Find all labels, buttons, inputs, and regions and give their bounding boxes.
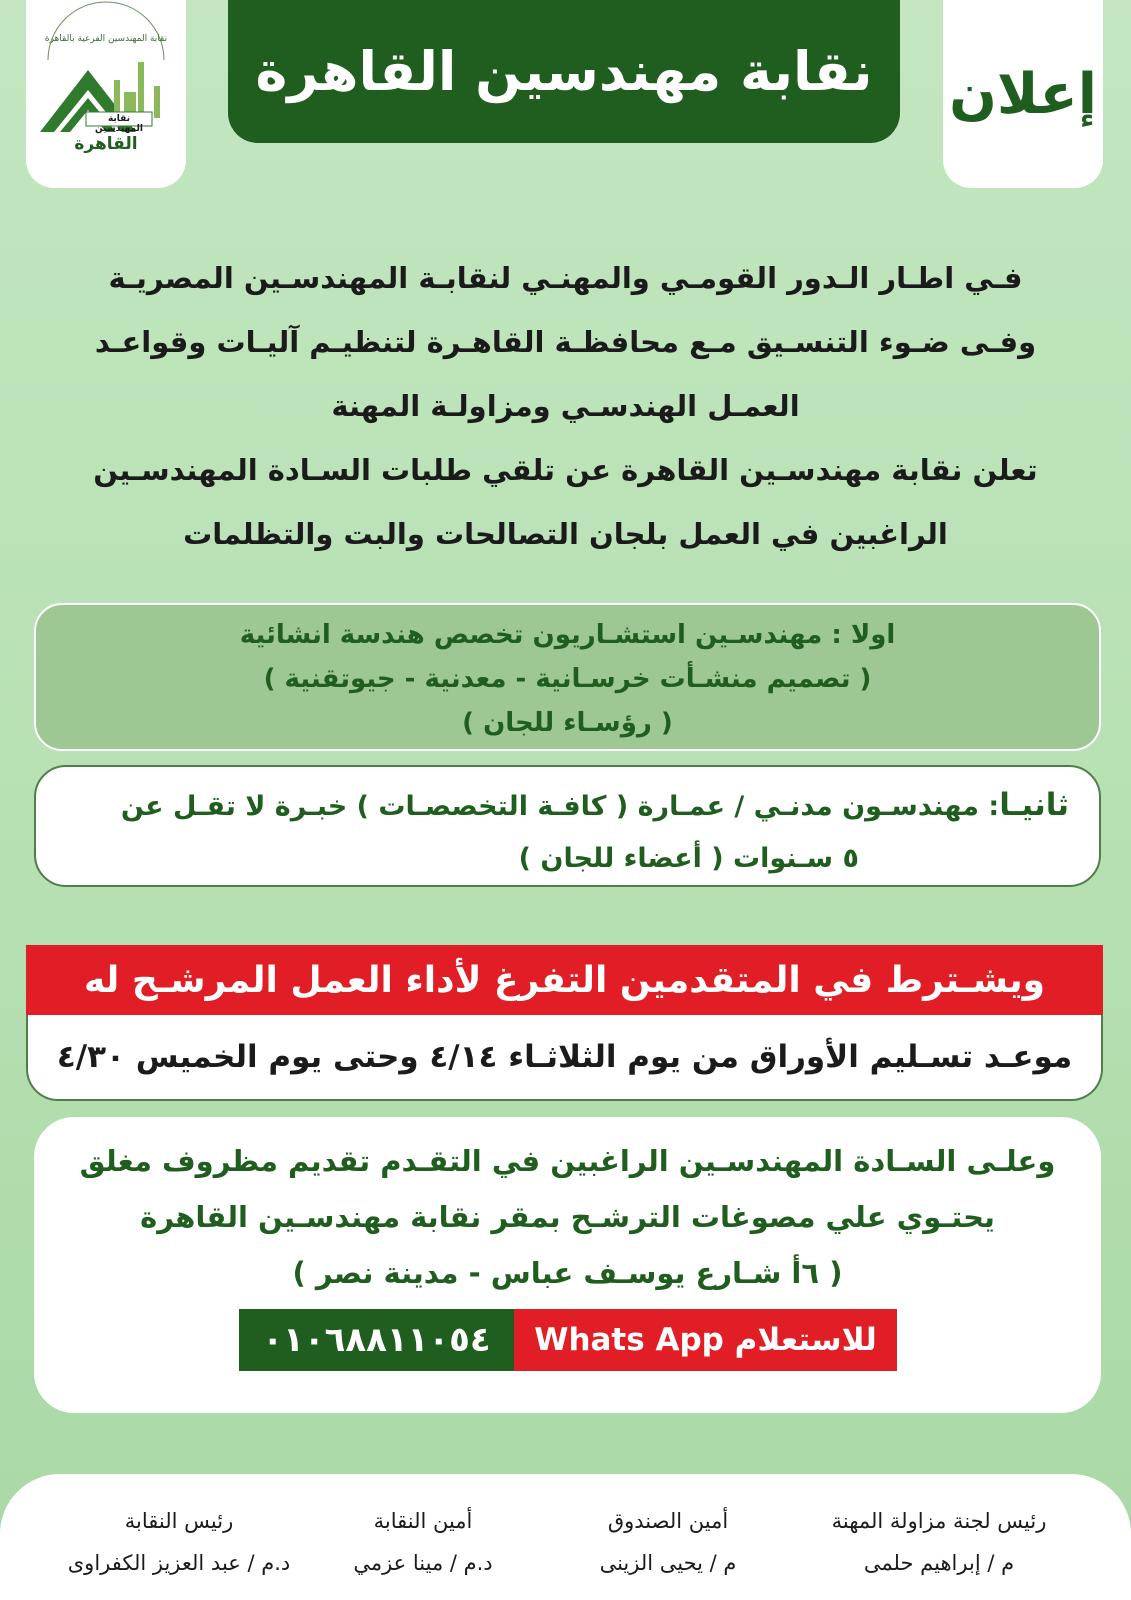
second-category-box bbox=[34, 765, 1101, 887]
second-category-line1 bbox=[66, 779, 1069, 833]
signature-block bbox=[548, 1500, 788, 1584]
contact-bar bbox=[239, 1309, 897, 1371]
page-title: نقابة مهندسين القاهرة bbox=[228, 0, 900, 143]
signature-block bbox=[819, 1500, 1059, 1584]
contact-label: للاستعلام Whats App bbox=[514, 1309, 897, 1371]
logo bbox=[26, 0, 186, 188]
intro-line: فـي اطـار الـدور القومـي والمهنـي لنقابـة المهندسـين المصريـة bbox=[108, 261, 1023, 295]
apply-address: ( ٦أ شـارع يوسـف عباس - مدينة نصر ) bbox=[292, 1256, 843, 1290]
intro-line: وفـى ضـوء التنسـيق مـع محافظـة القاهـرة لتنظيـم آليـات وقواعـد bbox=[94, 325, 1037, 359]
signature-block bbox=[59, 1500, 299, 1584]
intro-line: العمـل الهندسـي ومزاولـة المهنة bbox=[331, 389, 800, 423]
signature-title: رئيس النقابة bbox=[124, 1509, 234, 1533]
signature-name: د.م / عبد العزيز الكفراوى bbox=[67, 1551, 291, 1575]
second-category-line2: ٥ سـنوات ( أعضاء للجان ) bbox=[518, 843, 859, 874]
first-category-role: ( رؤسـاء للجان ) bbox=[462, 708, 673, 738]
signature-block bbox=[303, 1500, 543, 1584]
intro-line: تعلن نقابة مهندسـين القاهرة عن تلقي طلبات السـادة المهندسـين bbox=[93, 453, 1038, 487]
signature-name: د.م / مينا عزمي bbox=[353, 1551, 493, 1575]
announcement-label: إعلان bbox=[943, 0, 1103, 188]
logo-subtitle: نقابة المهندسين bbox=[95, 114, 143, 134]
apply-line: يحتـوي علي مصوغات الترشـح بمقر نقابة مهندسـين القاهرة bbox=[140, 1200, 995, 1234]
first-category-box bbox=[34, 603, 1101, 751]
first-category-specialties: ( تصميم منشـأت خرسـانية - معدنية - جيوتقنية ) bbox=[263, 664, 872, 694]
signature-name: م / إبراهيم حلمى bbox=[863, 1551, 1015, 1575]
syndicate-logo-icon bbox=[26, 0, 186, 188]
delivery-date: موعـد تسـليم الأوراق من يوم الثلاثـاء ٤/١٤ وحتى يوم الخميس ٤/٣٠ bbox=[26, 1015, 1103, 1101]
intro-paragraph bbox=[30, 246, 1101, 566]
whatsapp-number[interactable]: ٠١٠٦٨٨١١٠٥٤ bbox=[239, 1309, 514, 1371]
first-category-title: اولا : مهندسـين استشـاريون تخصص هندسة انشائية bbox=[239, 620, 896, 650]
second-category-text: : مهندسـون مدنـي / عمـارة ( كافـة التخصصـات ) خبـرة لا تقـل عن bbox=[120, 791, 1000, 822]
intro-line: الراغبين في العمل بلجان التصالحات والبت والتظلمات bbox=[183, 517, 948, 551]
condition-banner: ويشـترط في المتقدمين التفرغ لأداء العمل المرشـح له bbox=[26, 945, 1103, 1015]
signature-title: أمين النقابة bbox=[373, 1509, 473, 1533]
signature-name: م / يحيى الزينى bbox=[599, 1551, 737, 1575]
signature-title: رئيس لجنة مزاولة المهنة bbox=[831, 1509, 1047, 1533]
signature-title: أمين الصندوق bbox=[607, 1509, 729, 1533]
second-category-label: ثانيـا bbox=[999, 787, 1069, 823]
logo-city: القاهرة bbox=[74, 134, 138, 154]
logo-arc-text: نقابة المهندسين الفرعية بالقاهرة bbox=[44, 34, 168, 44]
apply-line: وعلـى السـادة المهندسـين الراغبين في التقـدم تقديم مظروف مغلق bbox=[79, 1144, 1056, 1178]
